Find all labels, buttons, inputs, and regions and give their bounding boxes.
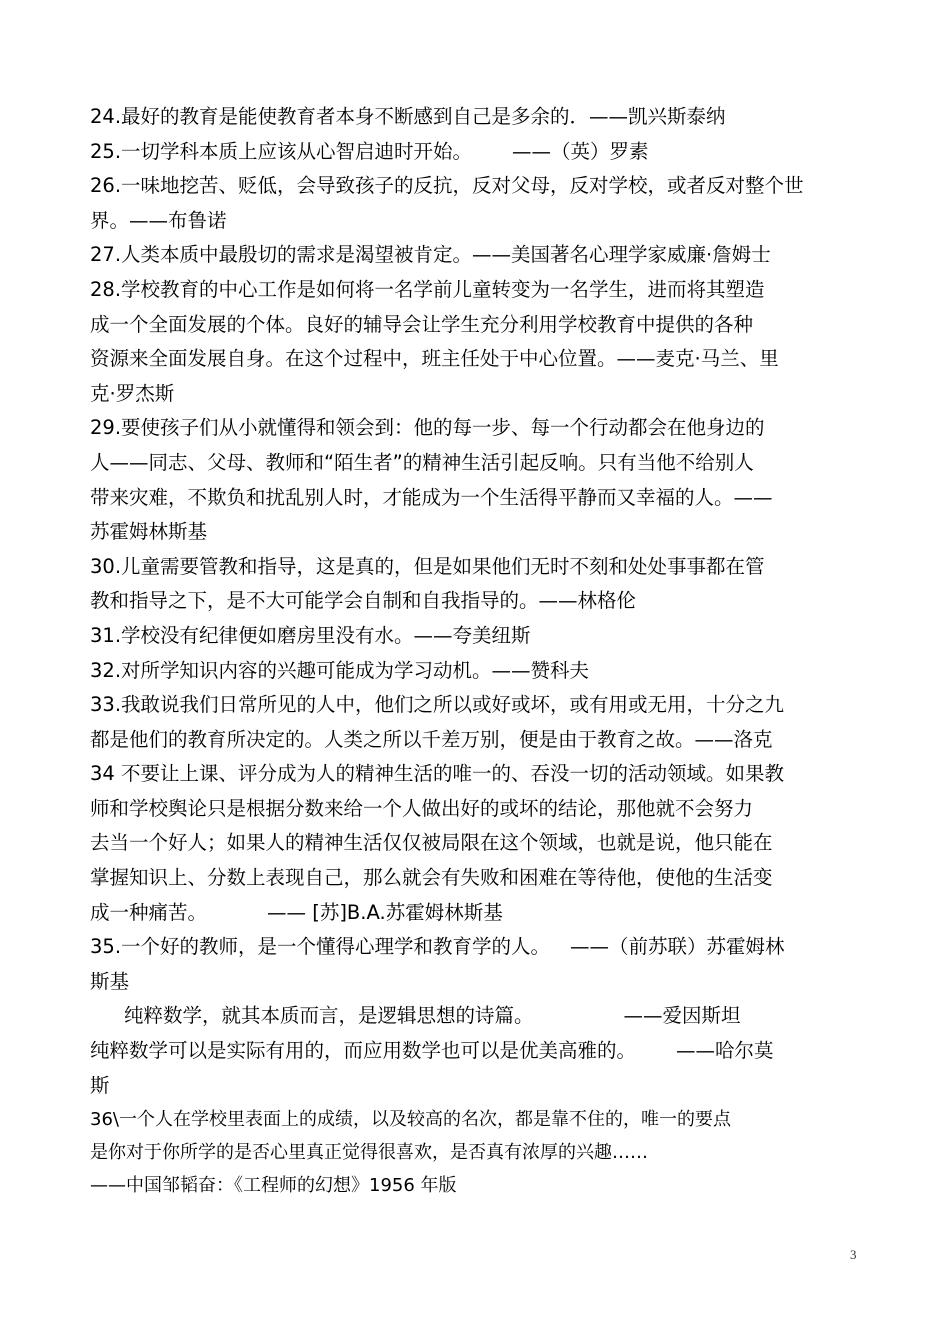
quote-32 bbox=[90, 654, 860, 689]
quote-26-line-2 bbox=[90, 204, 860, 239]
quote-text: 27.人类本质中最殷切的需求是渴望被肯定。——美国著名心理学家威廉·詹姆士 bbox=[90, 243, 771, 267]
quote-text: 带来灾难，不欺负和扰乱别人时，才能成为一个生活得平静而又幸福的人。—— bbox=[90, 485, 773, 509]
quote-einstein bbox=[90, 999, 860, 1034]
quote-34-line-2 bbox=[90, 792, 860, 827]
quote-36-line-3 bbox=[90, 1169, 860, 1202]
quote-attribution: 斯 bbox=[90, 1073, 110, 1097]
quote-28-line-4 bbox=[90, 377, 860, 412]
quote-30-line-1 bbox=[90, 550, 860, 585]
quote-27 bbox=[90, 238, 860, 273]
quote-text: 28.学校教育的中心工作是如何将一名学前儿童转变为一名学生，进而将其塑造 bbox=[90, 277, 765, 301]
quote-text: 界。——布鲁诺 bbox=[90, 208, 227, 232]
quote-attribution: ——中国邹韬奋：《工程师的幻想》1956 年版 bbox=[90, 1175, 457, 1197]
quote-35-line-2 bbox=[90, 965, 860, 1000]
quote-attribution: ——（前苏联）苏霍姆林 bbox=[570, 935, 785, 959]
quote-28-line-2 bbox=[90, 308, 860, 343]
quote-text: 36\一个人在学校里表面上的成绩，以及较高的名次，都是靠不住的，唯一的要点 bbox=[90, 1109, 731, 1131]
quote-text: 33.我敢说我们日常所见的人中，他们之所以或好或坏，或有用或无用，十分之九 bbox=[90, 693, 785, 717]
quote-34-line-3 bbox=[90, 826, 860, 861]
quote-36-line-2 bbox=[90, 1136, 860, 1169]
quote-text: 35.一个好的教师，是一个懂得心理学和教育学的人。 bbox=[90, 935, 551, 959]
quote-30-line-2 bbox=[90, 584, 860, 619]
quote-text: 34 不要让上课、评分成为人的精神生活的唯一的、吞没一切的活动领域。如果教 bbox=[90, 762, 785, 786]
quote-text: 都是他们的教育所决定的。人类之所以千差万别，便是由于教育之故。——洛克 bbox=[90, 727, 773, 751]
quote-text: 人——同志、父母、教师和“陌生者”的精神生活引起反响。只有当他不给别人 bbox=[90, 450, 754, 474]
quote-halmos-line-2 bbox=[90, 1069, 860, 1104]
quote-text: 24.最好的教育是能使教育者本身不断感到自己是多余的．——凯兴斯泰纳 bbox=[90, 105, 726, 128]
quote-text: 29.要使孩子们从小就懂得和领会到：他的每一步、每一个行动都会在他身边的 bbox=[90, 416, 765, 440]
quote-text: 资源来全面发展自身。在这个过程中，班主任处于中心位置。——麦克·马兰、里 bbox=[90, 347, 779, 371]
quote-attribution: 斯基 bbox=[90, 969, 130, 993]
quote-24 bbox=[90, 100, 860, 135]
quote-text: 32.对所学知识内容的兴趣可能成为学习动机。——赞科夫 bbox=[90, 658, 590, 682]
quote-attribution: —— [苏]B.A.苏霍姆林斯基 bbox=[267, 900, 503, 924]
quote-31 bbox=[90, 619, 860, 654]
quote-text: 30.儿童需要管教和指导，这是真的，但是如果他们无时不刻和处处事事都在管 bbox=[90, 554, 765, 578]
quote-29-line-2 bbox=[90, 446, 860, 481]
quotes-body bbox=[90, 100, 860, 1202]
quote-text: 25.一切学科本质上应该从心智启迪时开始。 bbox=[90, 139, 473, 163]
quote-text: 成一个全面发展的个体。良好的辅导会让学生充分利用学校教育中提供的各种 bbox=[90, 312, 754, 336]
quote-text: 掌握知识上、分数上表现自己，那么就会有失败和困难在等待他，使他的生活变 bbox=[90, 866, 773, 890]
quote-29-line-4 bbox=[90, 515, 860, 550]
quote-text: 克·罗杰斯 bbox=[90, 381, 175, 405]
quote-35-line-1 bbox=[90, 930, 860, 965]
quote-text: 去当一个好人；如果人的精神生活仅仅被局限在这个领域，也就是说，他只能在 bbox=[90, 831, 773, 855]
quote-halmos-line-1 bbox=[90, 1034, 860, 1069]
quote-36-line-1 bbox=[90, 1103, 860, 1136]
quote-29-line-1 bbox=[90, 411, 860, 446]
quote-text: 26.一味地挖苦、贬低，会导致孩子的反抗，反对父母，反对学校，或者反对整个世 bbox=[90, 174, 804, 198]
quote-text: 31.学校没有纪律便如磨房里没有水。——夸美纽斯 bbox=[90, 623, 531, 647]
quote-33-line-1 bbox=[90, 688, 860, 723]
quote-text: 教和指导之下，是不大可能学会自制和自我指导的。——林格伦 bbox=[90, 589, 637, 613]
quote-text: 纯粹数学，就其本质而言，是逻辑思想的诗篇。 bbox=[124, 1004, 534, 1028]
quote-attribution: ——（英）罗素 bbox=[512, 139, 649, 163]
quote-28-line-1 bbox=[90, 273, 860, 308]
quote-34-line-1 bbox=[90, 757, 860, 792]
quote-attribution: ——哈尔莫 bbox=[676, 1039, 774, 1063]
quote-text: 成一种痛苦。 bbox=[90, 900, 208, 924]
quote-29-line-3 bbox=[90, 481, 860, 516]
quote-34-line-4 bbox=[90, 861, 860, 896]
quote-attribution: ——爱因斯坦 bbox=[623, 1004, 741, 1028]
page-number: 3 bbox=[850, 1247, 857, 1262]
quote-33-line-2 bbox=[90, 723, 860, 758]
quote-25 bbox=[90, 135, 860, 170]
quote-text: 师和学校舆论只是根据分数来给一个人做出好的或坏的结论，那他就不会努力 bbox=[90, 796, 754, 820]
quote-text: 是你对于你所学的是否心里真正觉得很喜欢，是否真有浓厚的兴趣…… bbox=[90, 1142, 648, 1164]
quote-26-line-1 bbox=[90, 169, 860, 204]
quote-28-line-3 bbox=[90, 342, 860, 377]
quote-text: 苏霍姆林斯基 bbox=[90, 520, 208, 544]
quote-34-line-5 bbox=[90, 896, 860, 931]
quote-text: 纯粹数学可以是实际有用的，而应用数学也可以是优美高雅的。 bbox=[90, 1039, 637, 1063]
